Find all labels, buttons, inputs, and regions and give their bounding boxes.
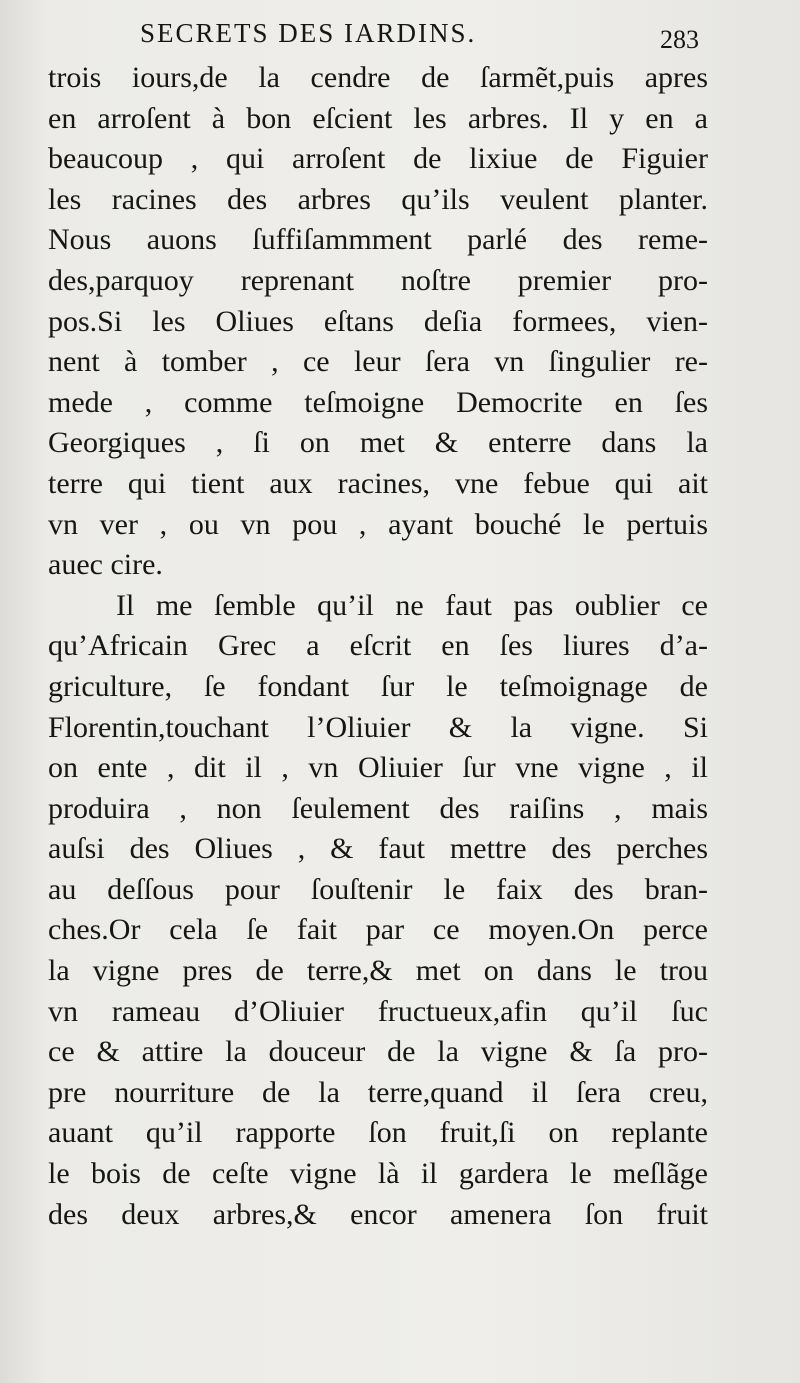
text-line: ce & attire la douceur de la vigne & ſa pro- bbox=[48, 1035, 708, 1069]
text-line: beaucoup , qui arroſent de lixiue de Figuier bbox=[48, 142, 708, 176]
text-line: qu’Africain Grec a eſcrit en ſes liures d’a- bbox=[48, 629, 708, 663]
text-line: des deux arbres,& encor amenera ſon fruit bbox=[48, 1197, 708, 1231]
page-number: 283 bbox=[660, 25, 699, 54]
text-line: griculture, ſe fondant ſur le teſmoignage de bbox=[48, 669, 708, 703]
paragraph bbox=[48, 586, 708, 1236]
text-line: mede , comme teſmoigne Democrite en ſes bbox=[48, 385, 708, 419]
running-title: SECRETS DES IARDINS. bbox=[140, 18, 477, 48]
text-line: en arroſent à bon eſcient les arbres. Il y en a bbox=[48, 101, 708, 135]
text-line: nent à tomber , ce leur ſera vn ſingulier re- bbox=[48, 345, 708, 379]
text-line: vn ver , ou vn pou , ayant bouché le pertuis bbox=[48, 507, 708, 541]
text-line: produira , non ſeulement des raiſins , mais bbox=[48, 791, 708, 825]
text-line: auant qu’il rapporte ſon fruit,ſi on replante bbox=[48, 1116, 708, 1150]
text-line: le bois de ceſte vigne là il gardera le meſlãge bbox=[48, 1157, 708, 1191]
text-line: Georgiques , ſi on met & enterre dans la bbox=[48, 426, 708, 460]
text-line: des,parquoy reprenant noſtre premier pro- bbox=[48, 263, 708, 297]
text-line: la vigne pres de terre,& met on dans le trou bbox=[48, 954, 708, 988]
text-line: au deſſous pour ſouſtenir le faix des bran- bbox=[48, 872, 708, 906]
text-line: les racines des arbres qu’ils veulent planter. bbox=[48, 182, 708, 216]
text-line: Florentin,touchant l’Oliuier & la vigne. Si bbox=[48, 710, 708, 744]
text-line: auſsi des Oliues , & faut mettre des perches bbox=[48, 832, 708, 866]
text-line: vn rameau d’Oliuier fructueux,afin qu’il ſuc bbox=[48, 994, 708, 1028]
text-line: pre nourriture de la terre,quand il ſera creu, bbox=[48, 1075, 708, 1109]
text-line: ches.Or cela ſe fait par ce moyen.On perce bbox=[48, 913, 708, 947]
text-line: auec cire. bbox=[48, 548, 163, 582]
text-line: on ente , dit il , vn Oliuier ſur vne vigne , il bbox=[48, 751, 708, 785]
text-line: Nous auons ſuffiſammment parlé des reme- bbox=[48, 223, 708, 257]
text-line: pos.Si les Oliues eſtans deſia formees, vien- bbox=[48, 304, 708, 338]
text-line: trois iours,de la cendre de ſarmẽt,puis apres bbox=[48, 61, 708, 94]
text-block bbox=[48, 58, 708, 1235]
text-line: Il me ſemble qu’il ne faut pas oublier ce bbox=[116, 588, 708, 622]
text-line: terre qui tient aux racines, vne febue qui ait bbox=[48, 466, 708, 500]
paragraph bbox=[48, 58, 708, 586]
